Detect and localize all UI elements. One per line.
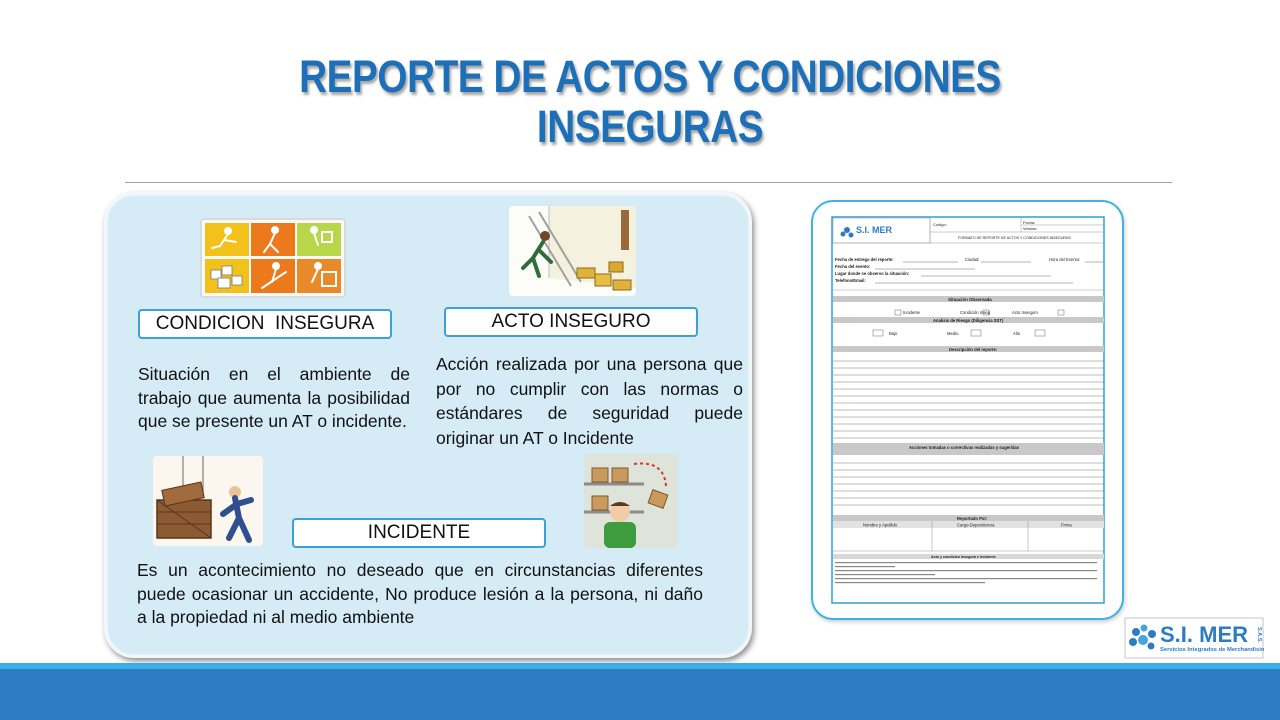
form-title: FORMATO DE REPORTE DE ACTOS Y CONDICIONES INSEGURAS	[958, 236, 1071, 240]
logo-name: S.I. MER	[1160, 622, 1249, 647]
svg-text:Ciudad:: Ciudad:	[965, 257, 980, 262]
incident-description: Es un acontecimiento no deseado que en circunstancias diferentes puede ocasionar un accidente, No produce lesión a la persona, ni daño a la propiedad ni al medio ambiente	[137, 560, 703, 627]
form-logo-text: S.I. MER	[856, 225, 893, 235]
logo-tagline: Servicios Integrados de Merchandising	[1160, 647, 1264, 653]
unsafe-act-description: Acción realizada por una persona que por no cumplir con las normas o estándares de seguridad puede originar un AT o Incidente	[436, 354, 743, 448]
svg-text:Acciones tomadas o correctivas: Acciones tomadas o correctivas realizadas y sugeridas	[909, 445, 1020, 450]
incident-label	[292, 518, 546, 548]
svg-text:Cargo-Dependencia: Cargo-Dependencia	[957, 522, 995, 528]
slide-title-line2: INSEGURAS	[536, 101, 764, 152]
report-form-thumbnail	[811, 200, 1124, 620]
slide-title-line1: REPORTE DE ACTOS Y CONDICIONES	[299, 51, 1001, 102]
unsafe-condition-label-text: CONDICION INSEGURA	[155, 313, 375, 334]
svg-text:Firma: Firma	[1061, 522, 1072, 528]
title-divider	[125, 182, 1172, 183]
svg-text:Telefono/Email:: Telefono/Email:	[835, 278, 866, 283]
unsafe-condition-label	[138, 309, 392, 339]
incident-illustration-crates	[153, 456, 263, 546]
svg-text:Fecha:: Fecha:	[1023, 220, 1036, 225]
svg-text:Fecha de entrega del reporte:: Fecha de entrega del reporte:	[835, 257, 894, 262]
unsafe-act-label-text: ACTO INSEGURO	[491, 311, 651, 332]
svg-text:Medio: Medio	[947, 331, 959, 336]
svg-text:Versión:: Versión:	[1023, 226, 1038, 231]
svg-text:Situación Observada: Situación Observada	[948, 297, 992, 302]
svg-text:Reportado Por:: Reportado Por:	[957, 516, 988, 521]
logo-suffix: S.A.S.	[1256, 627, 1262, 643]
svg-text:Codigo:: Codigo:	[933, 222, 947, 227]
svg-text:Acto y condición Insegura e In: Acto y condición Insegura e Incidente	[931, 555, 996, 559]
unsafe-act-illustration	[509, 206, 636, 296]
svg-text:Condición Inseg: Condición Inseg	[960, 310, 991, 315]
svg-text:Analisis de Riesgo (Diligencia: Analisis de Riesgo (Diligencia SST)	[933, 318, 1004, 323]
svg-text:Acto Inseguro: Acto Inseguro	[1012, 310, 1038, 315]
slide-title	[91, 52, 1209, 152]
svg-text:Alto: Alto	[1013, 331, 1021, 336]
incident-illustration-falling-box	[584, 454, 678, 548]
svg-text:Lugar donde se observo la situ: Lugar donde se observo la situación:	[835, 271, 910, 276]
svg-text:Descripción del reporte:: Descripción del reporte:	[949, 347, 998, 352]
svg-text:Incidente: Incidente	[903, 310, 920, 315]
unsafe-condition-description: Situación en el ambiente de trabajo que aumenta la posibilidad que se presente un AT o incidente.	[138, 364, 410, 431]
svg-text:Bajo: Bajo	[889, 331, 898, 336]
incident-label-text: INCIDENTE	[367, 522, 471, 543]
svg-text:Hora del Evento:: Hora del Evento:	[1049, 257, 1081, 262]
unsafe-condition-illustration	[200, 218, 346, 298]
company-logo	[1124, 617, 1264, 659]
svg-text:Nombre y Apellido: Nombre y Apellido	[863, 522, 897, 528]
svg-text:Fecha del evento:: Fecha del evento:	[835, 264, 871, 269]
footer-band	[0, 669, 1280, 720]
unsafe-act-label	[444, 307, 698, 337]
